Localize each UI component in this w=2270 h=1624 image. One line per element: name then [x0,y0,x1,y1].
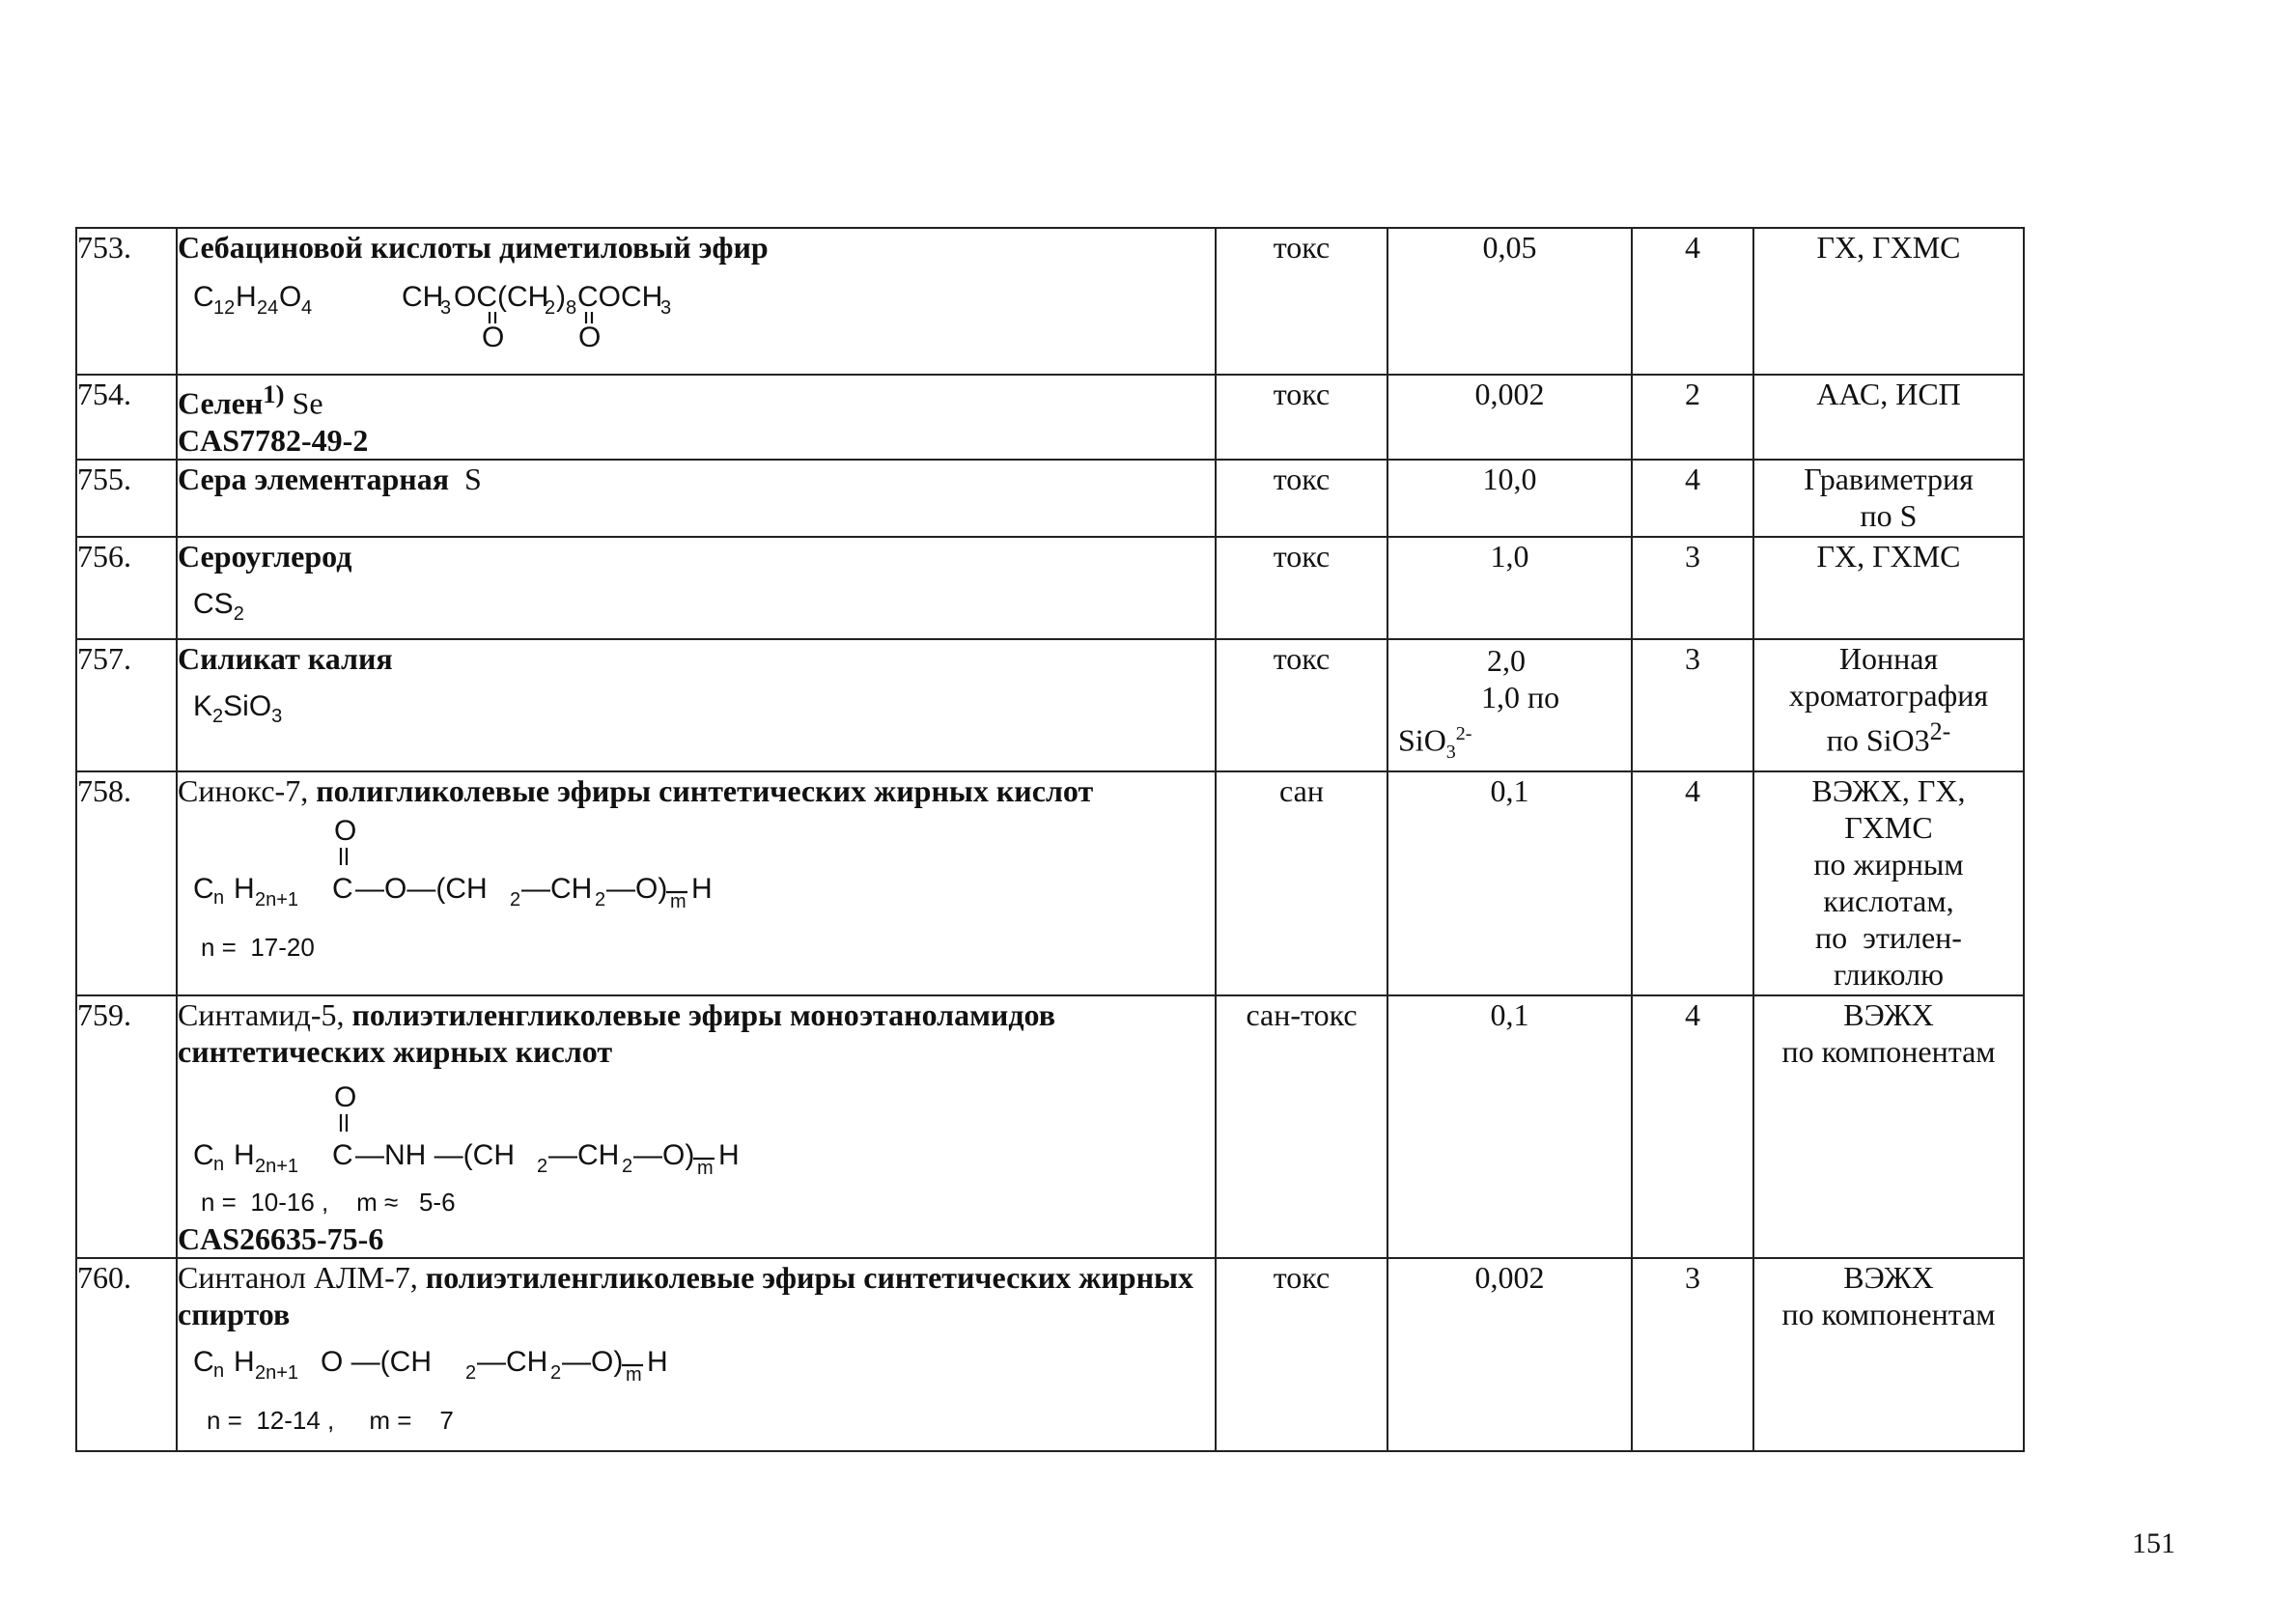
page-number: 151 [2132,1527,2175,1559]
row-number: 755. [76,460,177,537]
formula-symbol: K [193,690,213,722]
struct-sub: n [213,1154,225,1176]
analysis-method: ГХ, ГХМС [1753,228,2024,375]
hazard-class: 4 [1632,460,1753,537]
substance-cell [177,771,1216,995]
hazard-class: 3 [1632,1258,1753,1451]
table-row [76,460,2024,537]
structural-formula [178,1332,854,1388]
chemical-formula [178,574,1215,632]
table-row [76,228,2024,375]
struct-sub: 2n+1 [255,1362,299,1385]
structural-formula [178,809,854,935]
carbonyl-oxygen: O [334,815,357,848]
row-number: 759. [76,995,177,1258]
hazard-indicator: сан [1216,771,1387,995]
row-number: 754. [76,375,177,460]
row-number: 758. [76,771,177,995]
substance-name-line [178,996,1215,1070]
struct-sub: 2 [537,1156,548,1178]
struct-sub: m [697,1158,714,1180]
hazard-class: 3 [1632,639,1753,771]
substance-cell [177,1258,1216,1451]
ion-symbol: SiO [1398,722,1446,758]
carbonyl-oxygen: O [482,322,505,353]
struct-sub: 3 [660,297,672,319]
row-number: 760. [76,1258,177,1451]
struct-sub: 2 [550,1362,562,1385]
method-line: ГХМС [1844,810,1933,846]
substance-name-line [178,772,1215,809]
method-ion: по SiO3 [1826,722,1930,758]
struct-sub: n [213,887,225,910]
method-line: ВЭЖХ [1843,1260,1934,1296]
analysis-method: ГХ, ГХМС [1753,537,2024,639]
formula-subscript: 2 [212,706,224,727]
struct-text: CH [402,281,444,313]
substance-table [75,227,2025,1452]
row-number: 753. [76,228,177,375]
concentration-value [1387,639,1632,771]
trade-name: Синокс-7, [178,773,317,809]
struct-text: —CH [521,873,593,906]
hazard-indicator: токс [1216,375,1387,460]
formula-subscript: 24 [257,297,279,319]
chain-length-param: n = 10-16 , m ≈ 5-6 [201,1188,456,1218]
substance-cell [177,639,1216,771]
substance-name: Себациновой кислоты диметиловый эфир [178,230,769,265]
formula-subscript: 2 [233,603,244,625]
substance-cell [177,995,1216,1258]
hazard-class: 4 [1632,771,1753,995]
formula-symbol: CS [193,588,234,620]
method-line [1754,714,2023,759]
method-line: по жирным [1813,847,1964,882]
method-line: Ионная [1838,641,1939,676]
formula-symbol: O [279,281,302,313]
struct-text: H [647,1346,668,1379]
analysis-method: ААС, ИСП [1753,375,2024,460]
structural-formula [178,1070,854,1178]
struct-text: —CH [548,1139,620,1172]
substance-cell [177,537,1216,639]
substance-name: Сера элементарная [178,462,449,496]
struct-sub: m [670,891,687,913]
concentration-value: 0,05 [1387,228,1632,375]
element-symbol: S [449,462,482,496]
substance-cell [177,375,1216,460]
struct-text: C [193,873,214,906]
hazard-indicator: токс [1216,537,1387,639]
substance-cell [177,460,1216,537]
struct-sub: 2 [622,1156,633,1178]
footnote-mark: 1) [263,379,285,408]
analysis-method [1753,771,2024,995]
value-ion [1388,715,1631,770]
analysis-method [1753,1258,2024,1451]
struct-sub: 3 [440,297,452,319]
concentration-value: 0,1 [1387,995,1632,1258]
struct-text: H [234,1139,255,1172]
chain-length-param: n = 17-20 [201,933,315,963]
analysis-method [1753,995,2024,1258]
structural-formula [178,266,718,353]
element-symbol: Se [284,385,323,421]
ion-charge: 2- [1455,723,1472,744]
method-line: гликолю [1834,957,1944,993]
formula-subscript: 4 [301,297,313,319]
table-row [76,771,2024,995]
struct-sub: 2 [595,889,606,911]
struct-text: —NH —(CH [355,1139,515,1172]
ion-subscript: 3 [1445,742,1456,764]
table-row [76,995,2024,1258]
struct-text: ) [556,281,566,313]
method-line: ВЭЖХ [1843,997,1934,1033]
struct-text: —CH [477,1346,548,1379]
struct-sub: 2n+1 [255,889,299,911]
struct-sub: 2 [545,297,556,319]
row-number: 756. [76,537,177,639]
struct-sub: n [213,1360,225,1383]
struct-text: —O—(CH [355,873,488,906]
concentration-value: 0,002 [1387,375,1632,460]
chemical-formula [178,677,1215,735]
trade-name: Синтанол АЛМ-7, [178,1260,426,1296]
substance-name: Селен [178,385,264,421]
substance-name: Силикат калия [178,641,393,676]
struct-sub: 2n+1 [255,1156,299,1178]
struct-text: —O) [562,1346,624,1379]
struct-text: C [193,1346,214,1379]
concentration-value: 10,0 [1387,460,1632,537]
formula-symbol: SiO [223,690,272,722]
hazard-indicator: токс [1216,639,1387,771]
chain-length-param: n = 12-14 , m = 7 [207,1406,454,1436]
method-line: по компонентам [1781,1034,1996,1070]
concentration-value: 0,002 [1387,1258,1632,1451]
struct-text: H [718,1139,740,1172]
formula-subscript: 12 [213,297,236,319]
struct-text: H [234,873,255,906]
hazard-indicator: токс [1216,460,1387,537]
substance-name-line [178,376,1215,422]
row-number: 757. [76,639,177,771]
cas-number: CAS7782-49-2 [178,422,369,458]
substance-name: полиэтиленгликолевые эфиры моноэтаноламидов синтетических жирных кислот [178,997,1055,1070]
table-row [76,1258,2024,1451]
struct-text: OC(CH [454,281,549,313]
hazard-indicator: токс [1216,228,1387,375]
substance-name: полигликолевые эфиры синтетических жирных кислот [316,773,1094,809]
substance-name: полиэтиленгликолевые эфиры синтетических жирных спиртов [178,1260,1193,1332]
substance-name: Сероуглерод [178,539,352,574]
cas-number: CAS26635-75-6 [178,1221,384,1257]
value-line: 2,0 [1487,643,1526,678]
formula-symbol: H [236,281,257,313]
ion-charge: 2- [1929,717,1951,745]
concentration-value: 1,0 [1387,537,1632,639]
struct-sub: 2 [510,889,521,911]
trade-name: Синтамид-5, [178,997,352,1033]
method-line: Гравиметрия [1804,462,1974,496]
carbonyl-oxygen: O [578,322,602,353]
struct-sub: m [626,1364,642,1386]
table-row [76,375,2024,460]
struct-text: C [332,873,353,906]
struct-sub: 2 [465,1362,477,1385]
struct-text: —O) [633,1139,695,1172]
substance-cell [177,228,1216,375]
table-row [76,639,2024,771]
method-line: хроматография [1788,678,1989,713]
struct-text: —O) [606,873,668,906]
struct-text: H [691,873,713,906]
value-line: 1,0 по [1481,680,1560,714]
table-row [76,537,2024,639]
struct-text: C [332,1139,353,1172]
hazard-class: 2 [1632,375,1753,460]
formula-symbol: C [193,281,214,313]
method-line: по этилен- [1815,920,1962,956]
concentration-value: 0,1 [1387,771,1632,995]
hazard-indicator: сан-токс [1216,995,1387,1258]
carbonyl-oxygen: O [334,1081,357,1114]
hazard-class: 4 [1632,995,1753,1258]
hazard-indicator: токс [1216,1258,1387,1451]
method-line: по S [1860,498,1918,533]
hazard-class: 3 [1632,537,1753,639]
struct-text: COCH [577,281,663,313]
struct-text: O —(CH [321,1346,432,1379]
struct-text: H [234,1346,255,1379]
method-line: кислотам, [1823,883,1954,919]
struct-text: C [193,1139,214,1172]
analysis-method [1753,639,2024,771]
formula-subscript: 3 [271,706,283,727]
hazard-class: 4 [1632,228,1753,375]
struct-sub: 8 [566,297,577,319]
method-line: ВЭЖХ, ГХ, [1811,773,1966,809]
method-line: по компонентам [1781,1297,1996,1332]
analysis-method [1753,460,2024,537]
substance-name-line [178,1259,1215,1332]
